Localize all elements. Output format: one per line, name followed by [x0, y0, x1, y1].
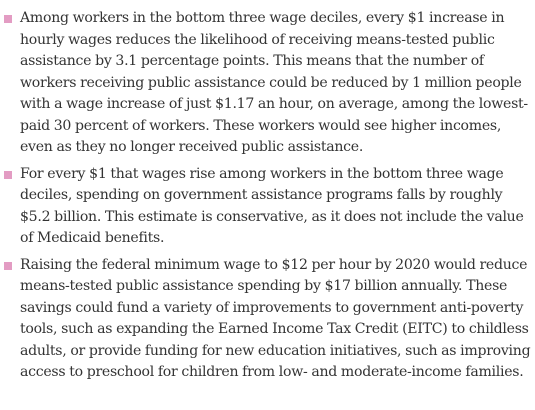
list-item: [0, 8, 535, 159]
list-item: [0, 255, 535, 384]
list-item: [0, 164, 535, 250]
bullet-list: [0, 8, 535, 389]
list-item-text: For every $1 that wages rise among workers in the bottom three wage deciles, spending on government assistance programs falls by roughly $5.2 billion. This estimate is conservative, as it does not include the value of Medicaid benefits.: [20, 165, 524, 246]
square-bullet-icon: [4, 171, 12, 179]
list-item-text: Among workers in the bottom three wage deciles, every $1 increase in hourly wages reduces the likelihood of receiving means-tested public assistance by 3.1 percentage points. This means that the number of workers receiving public assistance could be reduced by 1 million people with a wage increase of just $1.17 an hour, on average, among the lowest-paid 30 percent of workers. These workers would see higher incomes, even as they no longer received public assistance.: [20, 10, 528, 155]
square-bullet-icon: [4, 15, 12, 23]
list-item-text: Raising the federal minimum wage to $12 per hour by 2020 would reduce means-tested public assistance spending by $17 billion annually. These savings could fund a variety of improvements to government anti-poverty tools, such as expanding the Earned Income Tax Credit (EITC) to childless adults, or provide funding for new education initiatives, such as improving access to preschool for children from low- and moderate-income families.: [20, 256, 531, 380]
square-bullet-icon: [4, 262, 12, 270]
